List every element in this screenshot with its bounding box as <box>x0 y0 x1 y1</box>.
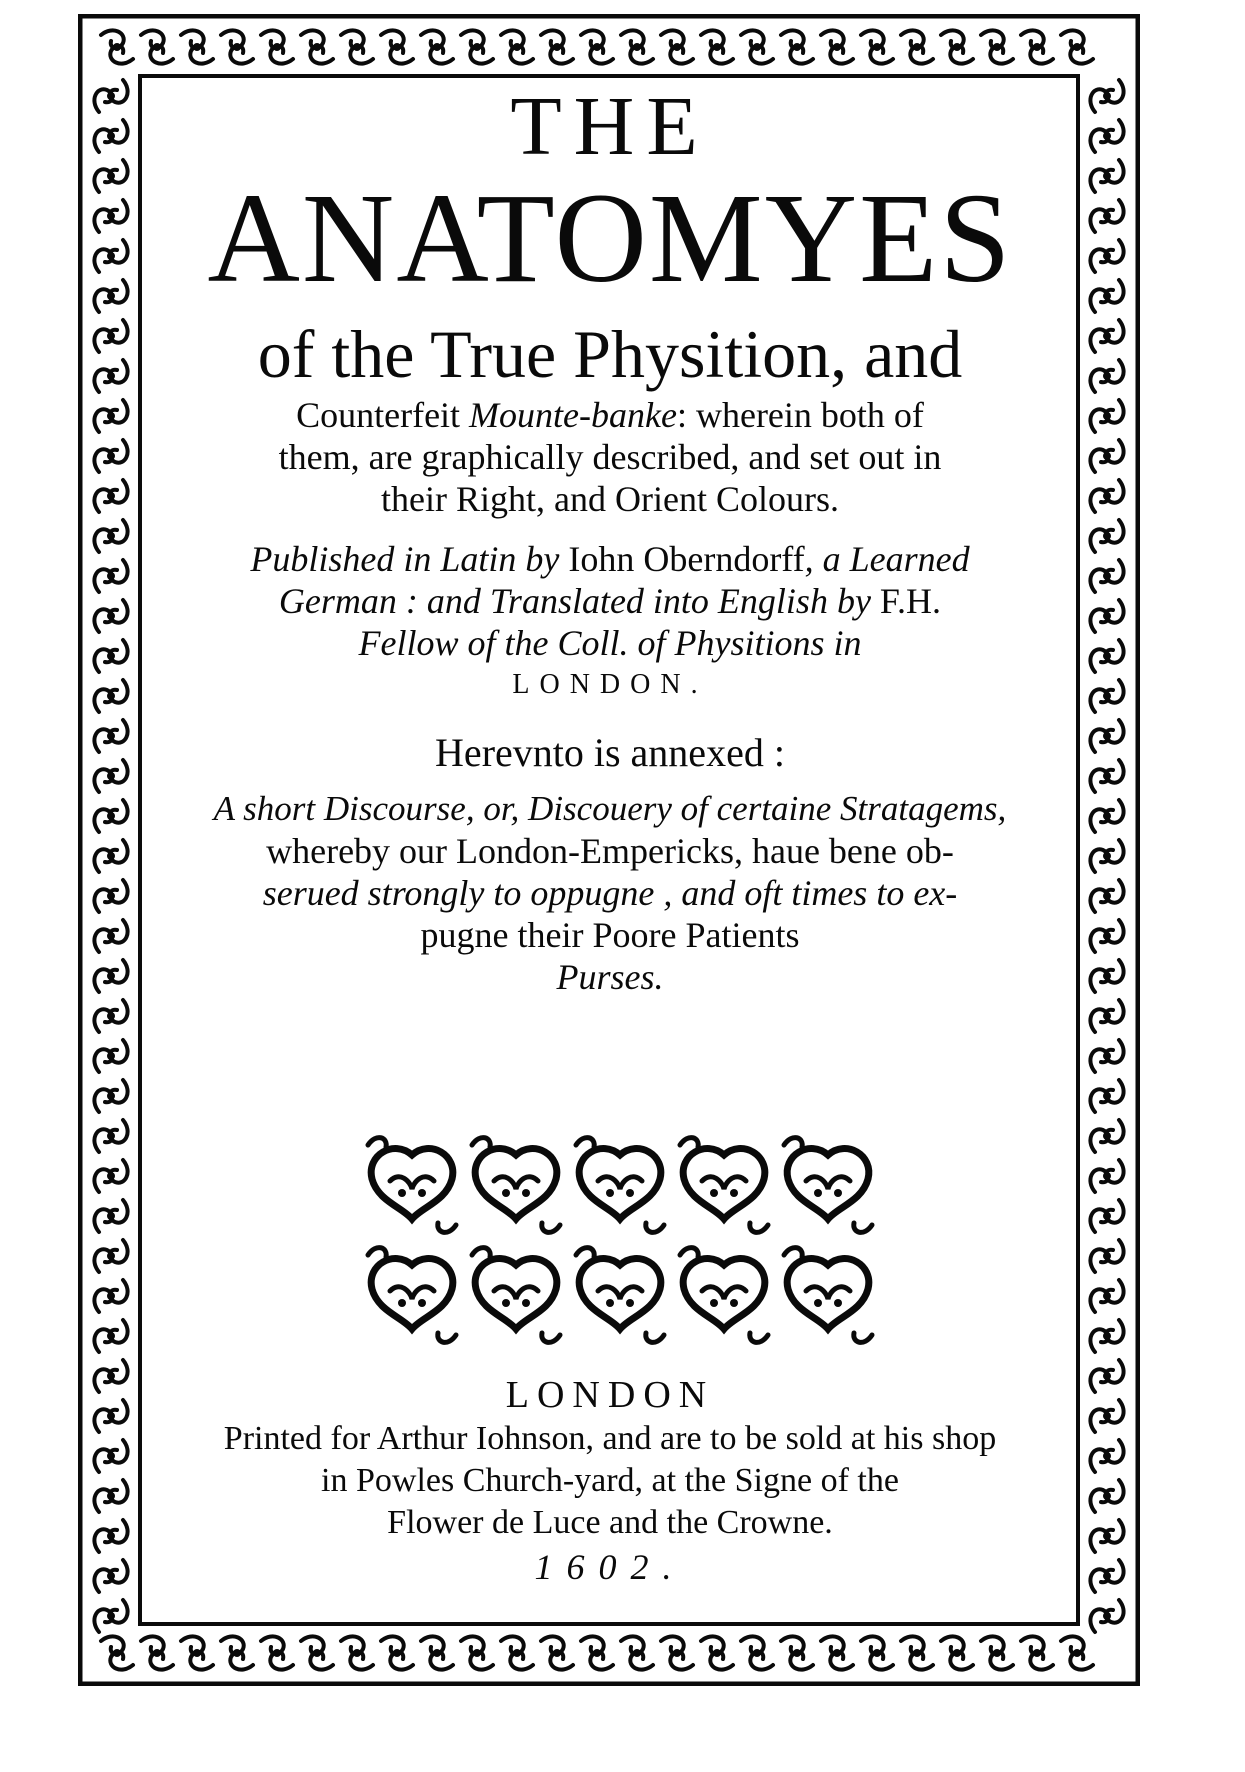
border-scroll <box>621 1636 653 1669</box>
border-scroll <box>1090 320 1123 352</box>
border-scroll <box>861 30 893 63</box>
border-scroll <box>781 1636 813 1669</box>
publication-italic: German : and Translated into English by <box>278 581 880 621</box>
border-scroll <box>1090 1480 1123 1512</box>
translator-initials: F.H. <box>879 581 942 621</box>
border-scroll <box>341 30 373 63</box>
imprint-year: 1602. <box>534 1547 686 1587</box>
border-scroll <box>1090 680 1123 712</box>
border-scroll <box>861 1636 893 1669</box>
border-scroll <box>94 1280 127 1312</box>
border-scroll <box>1090 960 1123 992</box>
border-scroll <box>221 30 253 63</box>
border-scroll <box>1090 1600 1123 1632</box>
border-scroll <box>1090 640 1123 672</box>
author-name: Iohn Oberndorff <box>568 539 805 579</box>
border-scroll <box>1090 1320 1123 1352</box>
fleuron-unit <box>784 1248 872 1343</box>
border-scroll <box>94 1440 127 1472</box>
fleuron-ornament <box>360 1130 880 1350</box>
fleuron-unit <box>784 1138 872 1233</box>
border-scroll <box>94 1560 127 1592</box>
border-scroll <box>181 30 213 63</box>
border-scroll <box>94 880 127 912</box>
border-scroll <box>94 520 127 552</box>
border-scroll <box>141 1636 173 1669</box>
fleuron-unit <box>368 1248 456 1343</box>
border-scroll <box>941 30 973 63</box>
border-scroll <box>94 840 127 872</box>
border-scroll <box>94 560 127 592</box>
border-scroll <box>94 1600 127 1632</box>
border-scroll <box>94 400 127 432</box>
border-scroll <box>1090 1040 1123 1072</box>
border-scroll <box>381 1636 413 1669</box>
border-scroll <box>94 600 127 632</box>
border-scroll <box>1061 1636 1093 1669</box>
annex-line-4: pugne their Poore Patients <box>420 915 800 955</box>
border-scroll <box>461 30 493 63</box>
annex-line-5: Purses. <box>556 957 664 997</box>
border-scroll <box>1090 760 1123 792</box>
subtitle: of the True Physition, and <box>257 316 963 392</box>
border-scroll <box>94 1120 127 1152</box>
border-scroll <box>1090 1240 1123 1272</box>
border-scroll <box>581 1636 613 1669</box>
imprint <box>150 1372 1070 1590</box>
border-scroll <box>94 120 127 152</box>
border-scroll <box>221 1636 253 1669</box>
border-scroll <box>1021 1636 1053 1669</box>
border-scroll <box>101 1636 133 1669</box>
title-main: ANATOMYES <box>207 167 1013 309</box>
border-scroll <box>94 1240 127 1272</box>
border-scroll <box>1090 1360 1123 1392</box>
border-scroll <box>94 280 127 312</box>
border-scroll <box>621 30 653 63</box>
description-line-1 <box>150 394 1070 436</box>
imprint-line-2: in Powles Church-yard, at the Signe of the <box>321 1462 899 1499</box>
border-scroll <box>581 30 613 63</box>
border-scroll <box>341 1636 373 1669</box>
publication-line-4: LONDON. <box>512 669 708 700</box>
border-scroll <box>1090 400 1123 432</box>
border-scroll <box>1090 1440 1123 1472</box>
border-scroll <box>94 960 127 992</box>
border-scroll <box>94 160 127 192</box>
border-scroll <box>1090 360 1123 392</box>
border-scroll <box>301 1636 333 1669</box>
annex-line-1: A short Discourse, or, Discouery of certaine Stratagems, <box>213 789 1007 828</box>
description-text: Counterfeit <box>296 395 470 435</box>
border-scroll <box>94 200 127 232</box>
border-scroll <box>901 1636 933 1669</box>
border-scroll <box>94 1400 127 1432</box>
border-scroll <box>94 1040 127 1072</box>
border-scroll <box>1090 280 1123 312</box>
fleuron-unit <box>680 1248 768 1343</box>
border-scroll <box>701 30 733 63</box>
border-scroll <box>101 30 133 63</box>
border-scroll <box>1090 880 1123 912</box>
border-scroll <box>1090 600 1123 632</box>
border-scroll <box>781 30 813 63</box>
border-scroll <box>94 1160 127 1192</box>
border-scroll <box>1090 1080 1123 1112</box>
border-scroll <box>1090 920 1123 952</box>
border-scroll <box>1090 1160 1123 1192</box>
border-scroll <box>94 320 127 352</box>
border-scroll <box>94 240 127 272</box>
description-italic: Mounte-banke <box>469 395 677 435</box>
border-scroll <box>1090 1200 1123 1232</box>
publication-line-1 <box>150 538 1070 580</box>
border-scroll <box>94 1480 127 1512</box>
fleuron-unit <box>472 1138 560 1233</box>
border-scroll <box>94 440 127 472</box>
border-scroll <box>1090 1560 1123 1592</box>
border-scroll <box>94 920 127 952</box>
fleuron-unit <box>680 1138 768 1233</box>
border-scroll <box>181 1636 213 1669</box>
border-scroll <box>461 1636 493 1669</box>
title-the: THE <box>510 80 710 173</box>
border-scroll <box>1090 240 1123 272</box>
description-text: : wherein both of <box>676 395 924 435</box>
border-scroll <box>1090 720 1123 752</box>
border-scroll <box>94 1320 127 1352</box>
publication-line-3: Fellow of the Coll. of Physitions in <box>358 623 862 663</box>
border-scroll <box>1090 840 1123 872</box>
border-scroll <box>381 30 413 63</box>
publication-line-2 <box>150 580 1070 622</box>
border-scroll <box>94 1520 127 1552</box>
border-scroll <box>94 1200 127 1232</box>
imprint-city: LONDON <box>505 1374 715 1416</box>
border-scroll <box>821 1636 853 1669</box>
fleuron-unit <box>368 1138 456 1233</box>
border-scroll <box>421 30 453 63</box>
border-scroll <box>421 1636 453 1669</box>
border-scroll <box>1090 120 1123 152</box>
description-line-3: their Right, and Orient Colours. <box>381 479 839 519</box>
border-scroll <box>1090 80 1123 112</box>
border-scroll <box>821 30 853 63</box>
border-scroll <box>901 30 933 63</box>
fleuron-unit <box>576 1138 664 1233</box>
border-scroll <box>261 1636 293 1669</box>
border-scroll <box>94 720 127 752</box>
border-scroll <box>941 1636 973 1669</box>
publication-italic: Published in Latin by <box>250 539 569 579</box>
border-scroll <box>1090 200 1123 232</box>
border-scroll <box>94 480 127 512</box>
fleuron-unit <box>576 1248 664 1343</box>
border-scroll <box>1090 1520 1123 1552</box>
border-scroll <box>1090 800 1123 832</box>
border-scroll <box>94 80 127 112</box>
border-scroll <box>541 1636 573 1669</box>
border-scroll <box>1090 1280 1123 1312</box>
border-scroll <box>1090 160 1123 192</box>
border-scroll <box>981 1636 1013 1669</box>
border-scroll <box>1090 560 1123 592</box>
border-scroll <box>501 1636 533 1669</box>
border-scroll <box>661 30 693 63</box>
border-scroll <box>1090 1120 1123 1152</box>
border-scroll <box>1090 520 1123 552</box>
border-scroll <box>94 360 127 392</box>
title-page-text <box>150 78 1070 998</box>
border-scroll <box>701 1636 733 1669</box>
border-scroll <box>301 30 333 63</box>
border-scroll <box>94 1000 127 1032</box>
publication-italic: , a Learned <box>804 539 970 579</box>
border-scroll <box>1061 30 1093 63</box>
border-scroll <box>741 1636 773 1669</box>
annex-line-2: whereby our London-Empericks, haue bene ob- <box>266 831 954 871</box>
border-scroll <box>501 30 533 63</box>
fleuron-unit <box>472 1248 560 1343</box>
border-scroll <box>1090 1400 1123 1432</box>
border-scroll <box>741 30 773 63</box>
border-scroll <box>94 760 127 792</box>
description-line-2: them, are graphically described, and set out in <box>278 437 942 477</box>
imprint-line-3: Flower de Luce and the Crowne. <box>387 1504 833 1541</box>
border-scroll <box>94 800 127 832</box>
border-scroll <box>1090 480 1123 512</box>
border-scroll <box>981 30 1013 63</box>
border-scroll <box>661 1636 693 1669</box>
imprint-line-1: Printed for Arthur Iohnson, and are to be sold at his shop <box>223 1420 997 1457</box>
border-scroll <box>141 30 173 63</box>
border-scroll <box>261 30 293 63</box>
border-scroll <box>541 30 573 63</box>
annex-heading: Herevnto is annexed : <box>435 730 785 775</box>
border-scroll <box>94 640 127 672</box>
border-scroll <box>94 1080 127 1112</box>
border-scroll <box>1090 440 1123 472</box>
border-scroll <box>94 1360 127 1392</box>
annex-line-3: serued strongly to oppugne , and oft times to ex- <box>262 873 958 913</box>
border-scroll <box>1090 1000 1123 1032</box>
border-scroll <box>1021 30 1053 63</box>
border-scroll <box>94 680 127 712</box>
